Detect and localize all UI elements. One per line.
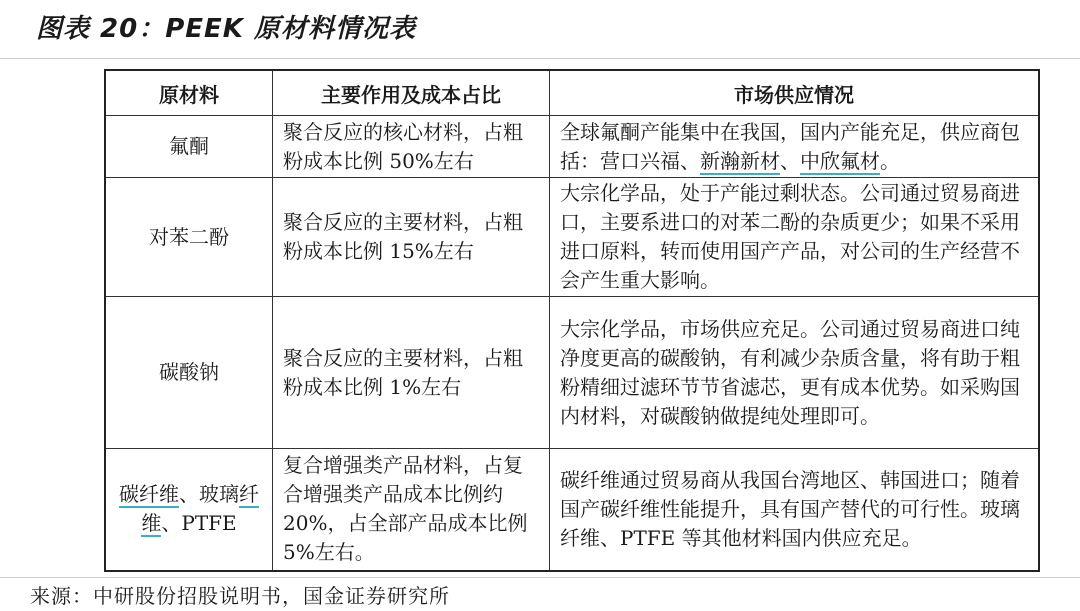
material-cell [105,449,273,571]
material-text: 、PTFE [161,511,237,536]
header-supply: 市场供应情况 [550,70,1040,116]
company-link-xinhan[interactable]: 新瀚新材 [700,148,780,173]
period-text: 。 [880,148,900,173]
supply-cell: 大宗化学品，市场供应充足。公司通过贸易商进口纯净度更高的碳酸钠，有利减少杂质含量，将有助于粗粉精细过滤环节节省滤芯，更有成本优势。如采购国内材料，对碳酸钠做提纯处理即可。 [550,297,1040,449]
material-text: 、玻璃 [179,482,239,507]
top-divider [0,58,1080,59]
supply-cell [550,116,1040,178]
table-row [105,297,1039,449]
role-cell: 聚合反应的主要材料，占粗粉成本比例 1%左右 [273,297,550,449]
raw-materials-table [104,69,1040,572]
material-cell: 碳酸钠 [105,297,273,449]
source-note: 来源：中研股份招股说明书，国金证券研究所 [30,584,450,608]
company-link-zhongxin[interactable]: 中欣氟材 [800,148,880,173]
material-cell: 对苯二酚 [105,178,273,297]
role-cell: 复合增强类产品材料，占复合增强类产品成本比例约 20%，占全部产品成本比例 5%左右。 [273,449,550,571]
material-link-fiber[interactable]: 纤维 [141,482,259,536]
figure-title: 图表 20：PEEK 原材料情况表 [36,14,417,44]
header-role: 主要作用及成本占比 [273,70,550,116]
bottom-divider [0,577,1080,578]
table-row [105,178,1039,297]
material-cell: 氟酮 [105,116,273,178]
supply-cell: 大宗化学品，处于产能过剩状态。公司通过贸易商进口，主要系进口的对苯二酚的杂质更少；如果不采用进口原料，转而使用国产产品，对公司的生产经营不会产生重大影响。 [550,178,1040,297]
header-material: 原材料 [105,70,273,116]
role-cell: 聚合反应的主要材料，占粗粉成本比例 15%左右 [273,178,550,297]
separator-text: 、 [780,148,800,173]
role-cell: 聚合反应的核心材料，占粗粉成本比例 50%左右 [273,116,550,178]
material-link-carbon-fiber[interactable]: 碳纤维 [119,482,179,507]
supply-text: 全球氟酮产能集中在我国，国内产能充足，供应商包括：营口兴福、 [560,119,1020,173]
table-row [105,449,1039,571]
table-header-row [105,70,1039,116]
supply-cell: 碳纤维通过贸易商从我国台湾地区、韩国进口；随着国产碳纤维性能提升，具有国产替代的可行性。玻璃纤维、PTFE 等其他材料国内供应充足。 [550,449,1040,571]
table-row [105,116,1039,178]
